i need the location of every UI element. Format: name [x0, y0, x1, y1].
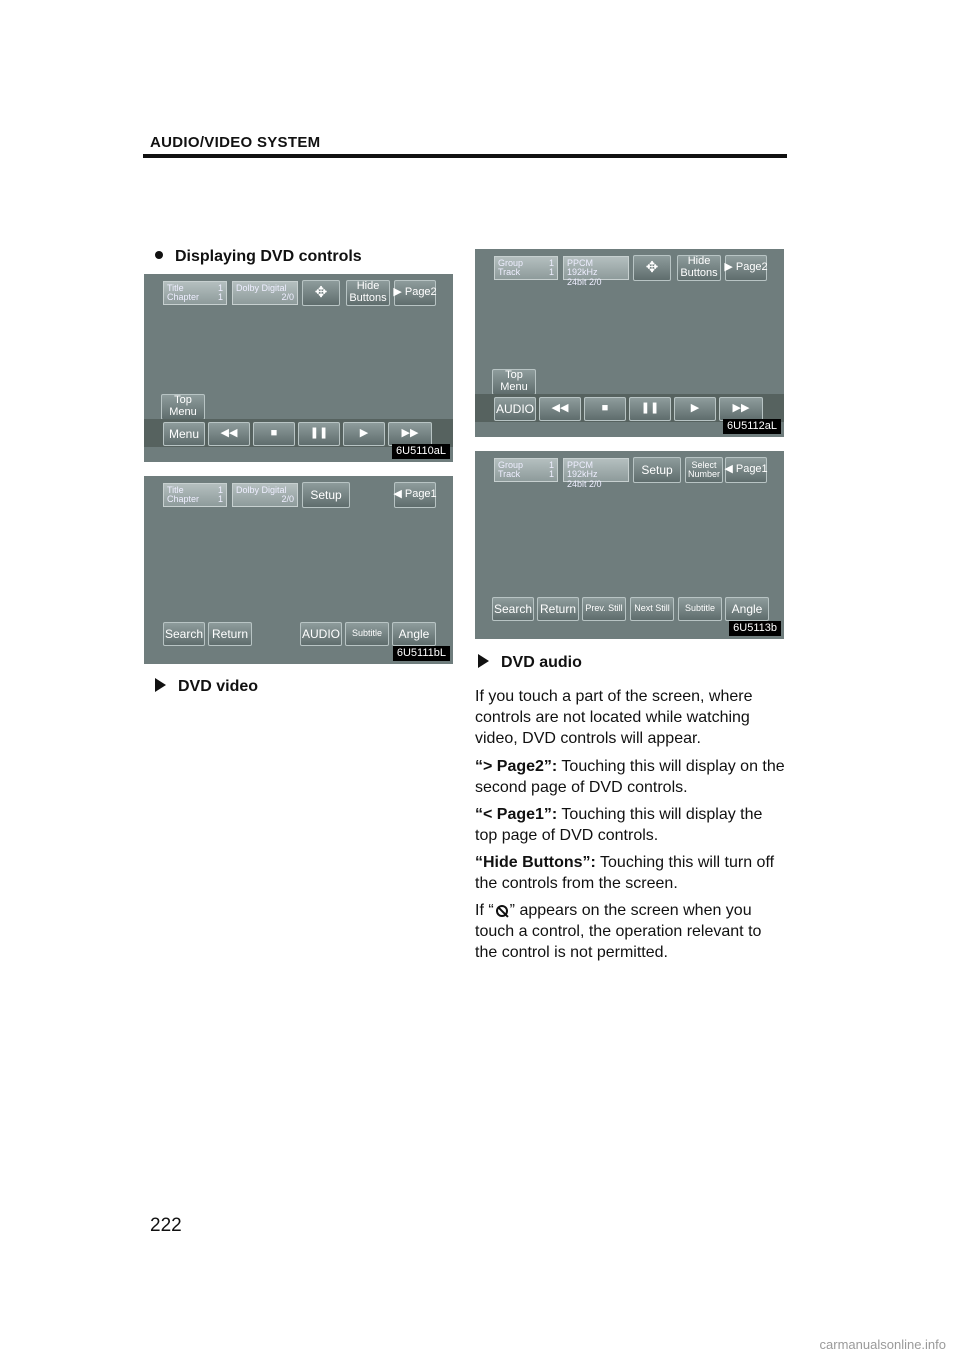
stop-icon: ■	[601, 402, 609, 415]
audio-channels-label: 2/0	[281, 292, 294, 303]
info-label: Group	[498, 460, 524, 470]
info-label: Title	[167, 283, 184, 293]
fast-forward-icon: ▶▶	[732, 402, 750, 415]
audio-format-label: Dolby Digital	[236, 283, 287, 293]
info-label: Chapter	[167, 494, 200, 505]
prev-still-button[interactable]: Prev. Still	[582, 597, 626, 621]
triangle-bullet-icon	[155, 678, 166, 692]
play-button[interactable]	[674, 397, 716, 421]
audio-format-info	[563, 256, 629, 287]
arrow-right-icon: ▶	[393, 286, 405, 299]
page-header: AUDIO/VIDEO SYSTEM	[150, 134, 321, 151]
hide-buttons-button[interactable]: Hide Buttons	[677, 255, 721, 281]
info-value: 1	[217, 283, 223, 293]
figure-code: 6U5113b	[729, 621, 781, 636]
arrow-left-icon: ◀	[724, 463, 736, 476]
if-pre: If “	[475, 902, 494, 919]
stop-button[interactable]	[584, 397, 626, 421]
page2-button[interactable]	[394, 280, 436, 306]
screenshot-dvd-video-page2	[144, 476, 453, 664]
audio-bits-label: 24bit 2/0	[567, 276, 602, 287]
top-menu-button[interactable]: Top Menu	[161, 394, 205, 420]
fast-forward-button[interactable]	[719, 397, 763, 421]
dvd-audio-caption	[478, 654, 582, 672]
fast-forward-button[interactable]	[388, 422, 432, 446]
info-value: 1	[548, 469, 554, 480]
rewind-button[interactable]	[539, 397, 581, 421]
audio-channels-label: 2/0	[281, 494, 294, 505]
title-chapter-info	[163, 281, 227, 305]
audio-button[interactable]: AUDIO	[300, 622, 342, 646]
figure-code: 6U5112aL	[723, 419, 781, 434]
hide-buttons-button[interactable]: Hide Buttons	[346, 280, 390, 306]
page2-desc: Touching this will display on the second page of DVD controls.	[475, 758, 785, 796]
if-post: ” appears on the screen when you touch a control, the operation relevant to the control is not permitted.	[475, 902, 762, 961]
rewind-button[interactable]	[208, 422, 250, 446]
subtitle-button[interactable]: Subtitle	[678, 597, 722, 621]
info-label: Track	[498, 469, 521, 480]
audio-format-label: Dolby Digital	[236, 485, 287, 495]
title-chapter-info	[163, 483, 227, 507]
play-icon: ▶	[690, 402, 700, 415]
page1-label: Page1	[735, 463, 768, 476]
watermark: carmanualsonline.info	[819, 1337, 946, 1352]
page2-button[interactable]	[725, 255, 767, 281]
intro-paragraph: If you touch a part of the screen, where controls are not located while watching video, DVD controls will appear.	[475, 688, 753, 747]
pause-icon: ❚❚	[640, 402, 660, 415]
page1-button[interactable]	[394, 482, 436, 508]
figure-code: 6U5110aL	[392, 444, 450, 459]
search-button[interactable]: Search	[163, 622, 205, 646]
header-rule	[143, 154, 787, 158]
section-title: Displaying DVD controls	[175, 248, 362, 265]
page1-desc: Touching this will display the top page of DVD controls.	[475, 806, 763, 844]
setup-button[interactable]: Setup	[633, 457, 681, 483]
triangle-bullet-icon	[478, 654, 489, 668]
play-button[interactable]	[343, 422, 385, 446]
setup-button[interactable]: Setup	[302, 482, 350, 508]
fast-forward-icon: ▶▶	[401, 427, 419, 440]
rewind-icon: ◀◀	[551, 402, 569, 415]
not-permitted-description	[475, 900, 787, 963]
menu-button[interactable]: Menu	[163, 422, 205, 446]
page2-label: Page2	[404, 286, 437, 299]
play-icon: ▶	[359, 427, 369, 440]
audio-bits-label: 24bit 2/0	[567, 478, 602, 489]
cursor-cross-icon: ✥	[645, 259, 659, 277]
group-track-info	[494, 458, 558, 482]
move-cursor-button[interactable]	[302, 280, 340, 306]
page1-description	[475, 804, 787, 846]
page2-term: “> Page2”:	[475, 758, 558, 775]
pause-icon: ❚❚	[309, 427, 329, 440]
dvd-audio-label: DVD audio	[501, 654, 582, 671]
dvd-video-caption	[155, 678, 258, 696]
pause-button[interactable]	[629, 397, 671, 421]
search-button[interactable]: Search	[492, 597, 534, 621]
audio-format-label: PPCM 192kHz	[567, 258, 598, 278]
select-number-button[interactable]: Select Number	[685, 457, 723, 483]
page2-label: Page2	[735, 261, 768, 274]
info-label: Group	[498, 258, 524, 268]
hide-term: “Hide Buttons”:	[475, 854, 596, 871]
page-number: 222	[150, 1215, 182, 1236]
info-value: 1	[217, 292, 223, 303]
info-value: 1	[548, 258, 554, 268]
info-label: Title	[167, 485, 184, 495]
page2-description	[475, 756, 787, 798]
audio-button[interactable]: AUDIO	[494, 397, 536, 421]
move-cursor-button[interactable]	[633, 255, 671, 281]
audio-format-info	[563, 458, 629, 489]
dvd-video-label: DVD video	[178, 678, 259, 695]
info-label: Track	[498, 267, 521, 278]
top-menu-button[interactable]: Top Menu	[492, 369, 536, 395]
info-value: 1	[548, 267, 554, 278]
stop-button[interactable]	[253, 422, 295, 446]
info-value: 1	[217, 485, 223, 495]
screenshot-dvd-audio-page2	[475, 451, 784, 639]
audio-format-label: PPCM 192kHz	[567, 460, 598, 480]
return-button[interactable]: Return	[208, 622, 252, 646]
angle-button[interactable]: Angle	[725, 597, 769, 621]
info-value: 1	[217, 494, 223, 505]
audio-format-info	[232, 281, 298, 305]
page1-label: Page1	[404, 488, 437, 501]
screenshot-dvd-audio-page1	[475, 249, 784, 437]
return-button[interactable]: Return	[537, 597, 579, 621]
page1-button[interactable]	[725, 457, 767, 483]
group-track-info	[494, 256, 558, 280]
info-value: 1	[548, 460, 554, 470]
pause-button[interactable]	[298, 422, 340, 446]
subtitle-button[interactable]: Subtitle	[345, 622, 389, 646]
info-label: Chapter	[167, 292, 200, 303]
angle-button[interactable]: Angle	[392, 622, 436, 646]
stop-icon: ■	[270, 427, 278, 440]
hide-desc: Touching this will turn off the controls from the screen.	[475, 854, 775, 892]
figure-code: 6U5111bL	[393, 646, 450, 661]
rewind-icon: ◀◀	[220, 427, 238, 440]
cursor-cross-icon: ✥	[314, 284, 328, 302]
audio-format-info	[232, 483, 298, 507]
arrow-left-icon: ◀	[393, 488, 405, 501]
page1-term: “< Page1”:	[475, 806, 558, 823]
next-still-button[interactable]: Next Still	[630, 597, 674, 621]
section-heading	[155, 248, 362, 266]
prohibited-icon	[496, 905, 508, 917]
bullet-icon	[155, 251, 163, 259]
hide-buttons-description	[475, 852, 787, 894]
screenshot-dvd-video-page1	[144, 274, 453, 462]
arrow-right-icon: ▶	[724, 261, 736, 274]
